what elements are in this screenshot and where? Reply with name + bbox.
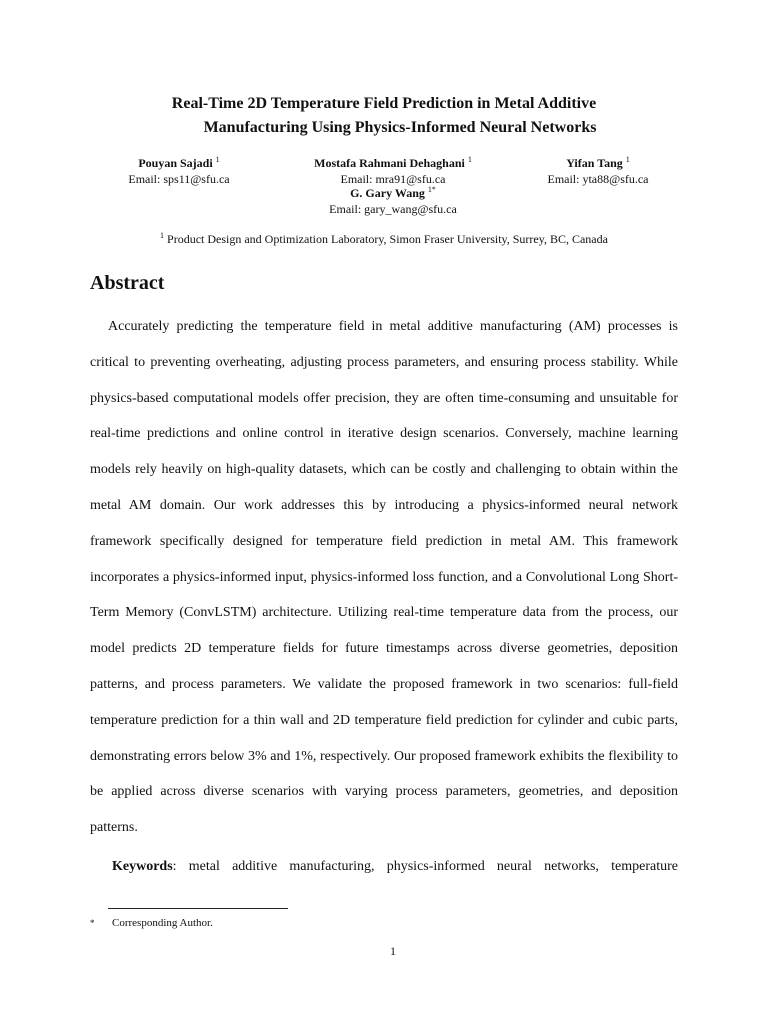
author-affiliation-mark: 1 bbox=[625, 155, 630, 164]
author-email: Email: sps11@sfu.ca bbox=[128, 172, 230, 186]
author-email: Email: mra91@sfu.ca bbox=[340, 172, 446, 186]
abstract-heading: Abstract bbox=[90, 272, 165, 294]
keywords-label: Keywords bbox=[112, 859, 173, 874]
paper-title-line-1: Real-Time 2D Temperature Field Prediction in Metal Additive bbox=[171, 95, 597, 112]
author-affiliation-mark: 1 bbox=[215, 155, 220, 164]
footnote bbox=[90, 915, 213, 931]
footnote-text: Corresponding Author. bbox=[112, 917, 213, 929]
abstract-paragraph: Accurately predicting the temperature field in metal additive manufacturing (AM) processes is critical to preventing overheating, adjusting process parameters, and ensuring process stability. While physics-based computational models offer precision, they are often time-consuming and unsuitable for real-time predictions and online control in iterative design scenarios. Conversely, machine learning models rely heavily on high-quality datasets, which can be costly and challenging to obtain within the metal AM domain. Our work addresses this by introducing a physics-informed neural network framework specifically designed for temperature field prediction in metal AM. This framework incorporates a physics-informed input, physics-informed loss function, and a Convolutional Long Short-Term Memory (ConvLSTM) architecture. Utilizing real-time temperature data from the process, our model predicts 2D temperature fields for future timestamps across diverse geometries, deposition patterns, and process parameters. We validate the proposed framework in two scenarios: full-field temperature prediction for a thin wall and 2D temperature field prediction for cylinder and cubic parts, demonstrating errors below 3% and 1%, respectively. Our proposed framework exhibits the flexibility to be applied across diverse scenarios with varying process parameters, geometries, and deposition patterns. bbox=[90, 319, 678, 836]
author-name: Pouyan Sajadi $^1$ bbox=[138, 155, 220, 170]
page-number: 1 bbox=[390, 944, 396, 958]
author-affiliation-mark: 1* bbox=[427, 185, 436, 194]
footnote-divider bbox=[108, 908, 288, 909]
author-name: Yifan Tang $^1$ bbox=[566, 155, 630, 170]
author-name: Mostafa Rahmani Dehaghani $^1$ bbox=[314, 155, 472, 170]
author-email: Email: yta88@sfu.ca bbox=[547, 172, 649, 186]
affiliation-mark: 1 bbox=[160, 231, 165, 240]
author-block bbox=[114, 152, 244, 187]
author-block bbox=[530, 152, 666, 187]
author-name: G. Gary Wang $^{1*}$ bbox=[350, 185, 436, 200]
author-block bbox=[293, 182, 493, 217]
affiliation bbox=[0, 228, 768, 247]
abstract-body bbox=[90, 309, 678, 846]
footnote-marker: * bbox=[90, 918, 95, 928]
author-affiliation-mark: 1 bbox=[467, 155, 472, 164]
affiliation-text: Product Design and Optimization Laboratory, Simon Fraser University, Surrey, BC, Canada bbox=[164, 232, 608, 246]
paper-title-line-2: Manufacturing Using Physics-Informed Neural Networks bbox=[203, 119, 597, 136]
keywords bbox=[90, 854, 678, 880]
keywords-text: : metal additive manufacturing, physics-informed neural networks, temperature bbox=[172, 859, 678, 874]
author-email: Email: gary_wang@sfu.ca bbox=[329, 202, 457, 216]
